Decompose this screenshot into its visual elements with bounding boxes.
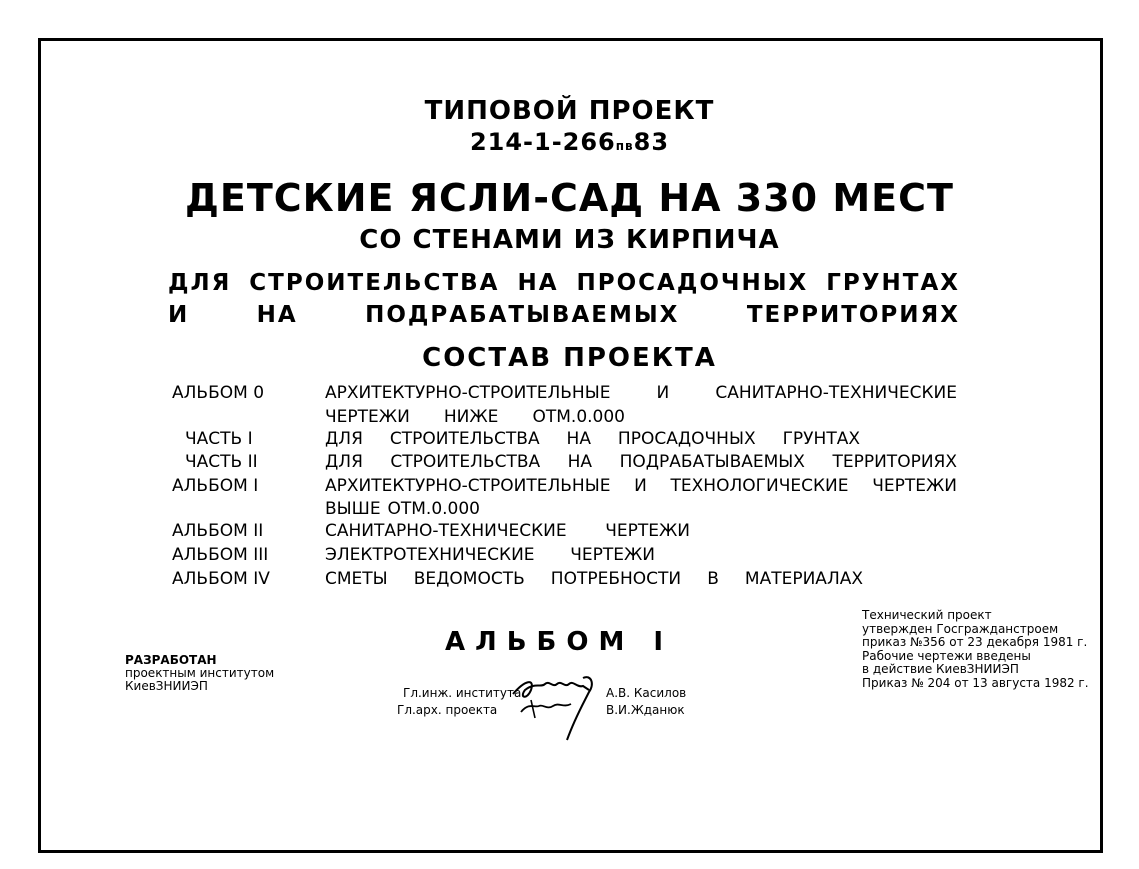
- item-text: ЭЛЕКТРОТЕХНИЧЕСКИЕ ЧЕРТЕЖИ: [325, 545, 655, 565]
- project-number: [0, 128, 1139, 156]
- purpose-line-2: [168, 302, 960, 328]
- purpose-word: ТЕРРИТОРИЯХ: [746, 302, 960, 328]
- approval-line: приказ №356 от 23 декабря 1981 г.: [862, 635, 1088, 649]
- purpose-line-1: ДЛЯ СТРОИТЕЛЬСТВА НА ПРОСАДОЧНЫХ ГРУНТАХ: [168, 270, 960, 296]
- developer-line: РАЗРАБОТАН: [125, 653, 217, 667]
- album-title: АЛЬБОМ I: [445, 627, 674, 657]
- composition-heading: СОСТАВ ПРОЕКТА: [422, 343, 717, 373]
- item-label: ЧАСТЬ I: [185, 429, 253, 449]
- handwritten-signature: [505, 660, 605, 745]
- project-number-sub: пв: [615, 139, 634, 153]
- signature-role: Гл.инж. института: [403, 686, 522, 700]
- purpose-word: ПОДРАБАТЫВАЕМЫХ: [365, 302, 680, 328]
- developer-block: [125, 654, 274, 693]
- item-text: ДЛЯ СТРОИТЕЛЬСТВА НА ПРОСАДОЧНЫХ ГРУНТАХ: [325, 429, 860, 449]
- signature-role: Гл.арх. проекта: [397, 703, 498, 717]
- project-number-year: 83: [633, 128, 670, 156]
- approval-line: утвержден Госгражданстроем: [862, 621, 1059, 636]
- item-label: АЛЬБОМ III: [172, 545, 269, 565]
- item-label: АЛЬБОМ I: [172, 476, 259, 496]
- main-title: ДЕТСКИЕ ЯСЛИ-САД НА 330 МЕСТ: [185, 176, 954, 220]
- purpose-word: И: [168, 302, 190, 328]
- developer-line: проектным институтом: [125, 666, 275, 680]
- purpose-word: НА: [256, 302, 298, 328]
- item-label: АЛЬБОМ IV: [172, 569, 270, 589]
- project-label: ТИПОВОЙ ПРОЕКТ: [424, 96, 715, 126]
- developer-line: КиевЗНИИЭП: [125, 679, 208, 693]
- signature-name: А.В. Касилов: [606, 686, 687, 700]
- approval-line: Рабочие чертежи введены: [862, 648, 1031, 663]
- item-text: СМЕТЫ ВЕДОМОСТЬ ПОТРЕБНОСТИ В МАТЕРИАЛАХ: [325, 569, 863, 589]
- item-text: САНИТАРНО-ТЕХНИЧЕСКИЕ ЧЕРТЕЖИ: [325, 521, 690, 541]
- item-text: ВЫШЕ ОТМ.0.000: [325, 499, 480, 519]
- project-number-main: 214-1-266: [469, 128, 616, 156]
- item-label: АЛЬБОМ 0: [172, 383, 265, 403]
- approval-line: Приказ № 204 от 13 августа 1982 г.: [862, 675, 1089, 690]
- approval-note: [862, 608, 1089, 690]
- item-text: ДЛЯ СТРОИТЕЛЬСТВА НА ПОДРАБАТЫВАЕМЫХ ТЕРРИТОРИЯХ: [325, 452, 957, 472]
- item-label: АЛЬБОМ II: [172, 521, 264, 541]
- item-text: АРХИТЕКТУРНО-СТРОИТЕЛЬНЫЕ И ТЕХНОЛОГИЧЕСКИЕ ЧЕРТЕЖИ: [325, 476, 957, 496]
- item-text: ЧЕРТЕЖИ НИЖЕ ОТМ.0.000: [325, 407, 625, 427]
- item-text: АРХИТЕКТУРНО-СТРОИТЕЛЬНЫЕ И САНИТАРНО-ТЕХНИЧЕСКИЕ: [325, 383, 957, 403]
- approval-line: в действие КиевЗНИИЭП: [862, 662, 1019, 676]
- signature-name: В.И.Жданюк: [606, 703, 685, 717]
- approval-line: Технический проект: [862, 608, 992, 622]
- item-label: ЧАСТЬ II: [185, 452, 258, 472]
- subtitle: СО СТЕНАМИ ИЗ КИРПИЧА: [359, 225, 780, 255]
